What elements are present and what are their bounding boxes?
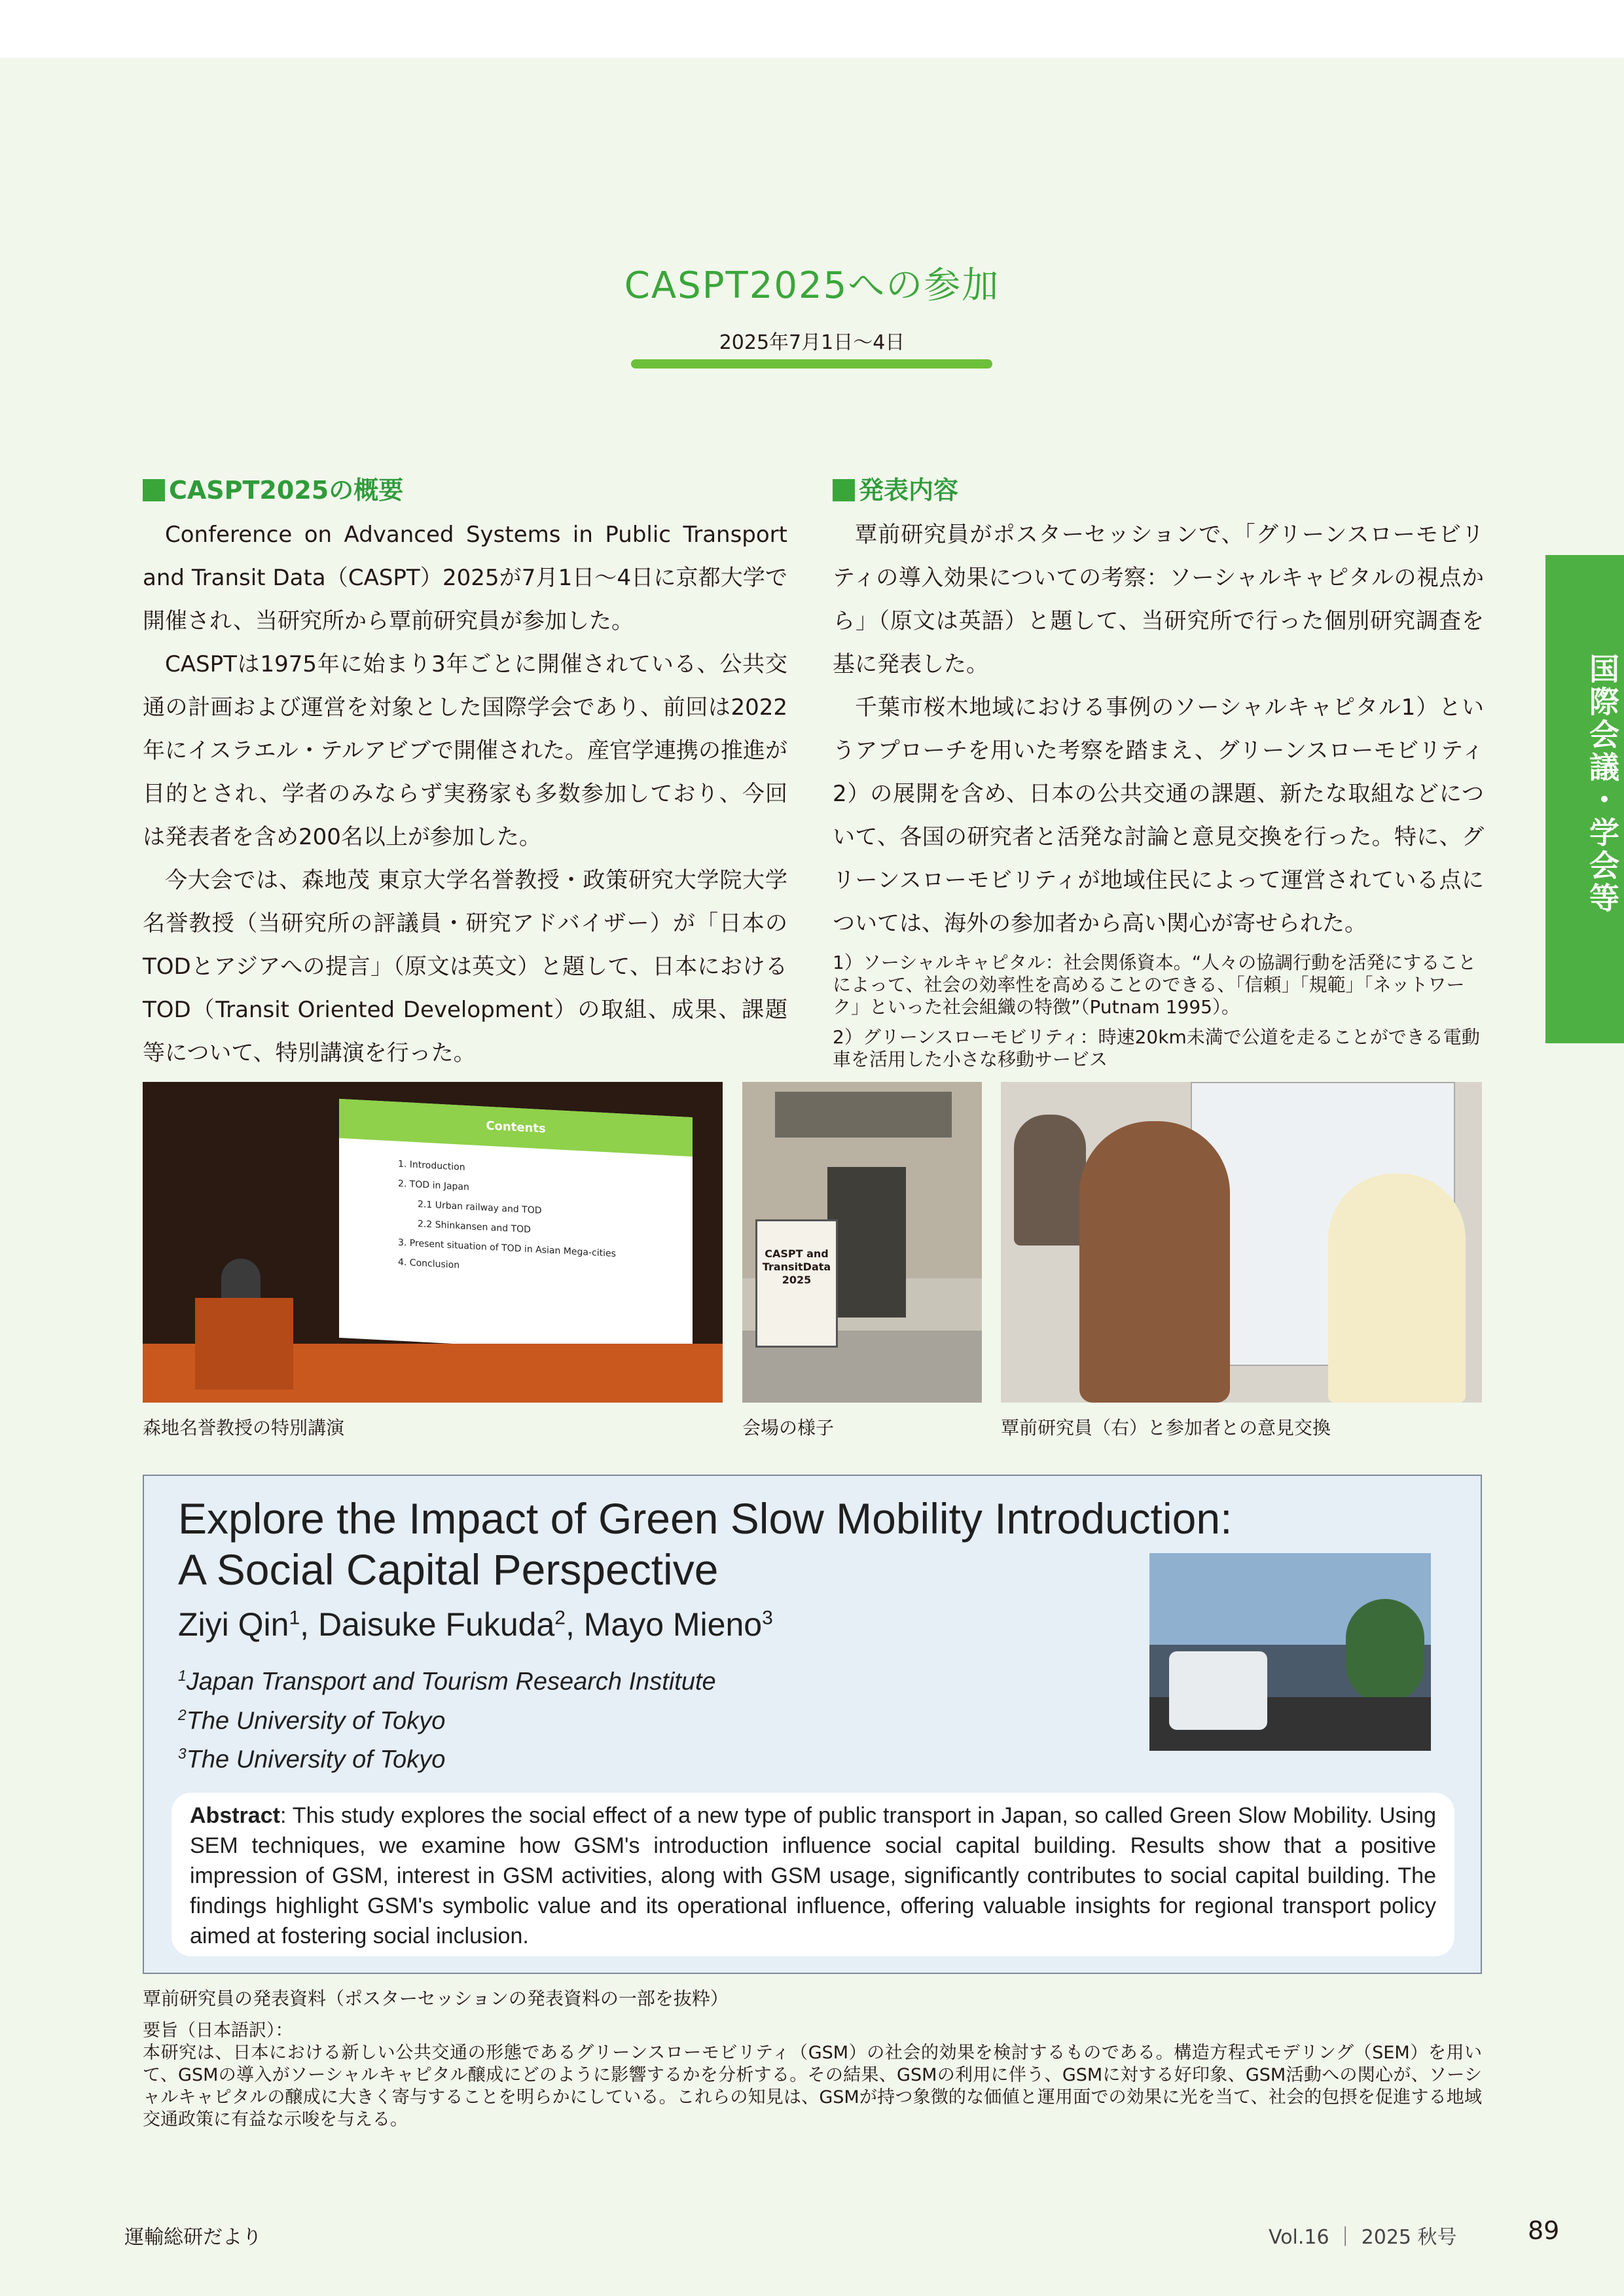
event-date: 2025年7月1日〜4日	[719, 331, 905, 354]
sign-text: CASPT and TransitData 2025	[762, 1247, 831, 1286]
gsm-vehicle-photo	[1149, 1553, 1431, 1751]
person-figure	[1328, 1174, 1466, 1403]
presentation-paragraph: 千葉市桜木地域における事例のソーシャルキャピタル1）というアプローチを用いた考察を踏まえ、グリーンスローモビリティ2）の展開を含め、日本の公共交通の課題、新たな取組などについて、各国の研究者と活発な討論と意見交換を行った。特に、グリーンスローモビリティが地域住民によって運営されている点については、海外の参加者から高い関心が寄せられた。	[833, 694, 1484, 937]
footnote: 1）ソーシャルキャピタル：社会関係資本。“人々の協調行動を活発にすることによって、社会の効率性を高めることのできる、「信頼」「規範」「ネットワーク」といった社会組織の特徴”（Putnam 1995）。	[833, 952, 1477, 1018]
gsm-cart	[1169, 1651, 1267, 1730]
overview-heading: CASPT2025の概要	[143, 473, 787, 508]
poster-title: Explore the Impact of Green Slow Mobility Introduction: A Social Capital Perspective	[178, 1494, 1233, 1594]
overview-column	[143, 473, 787, 1075]
poster-caption: 覃前研究員の発表資料（ポスターセッションの発表資料の一部を抜粋）	[143, 1988, 729, 2009]
footnote: 2）グリーンスローモビリティ：時速20km未満で公道を走ることができる電動車を活用した小さな移動サービス	[833, 1026, 1480, 1070]
slide-item: 2. TOD in Japan	[398, 1178, 469, 1193]
overview-paragraph: CASPTは1975年に始まり3年ごとに開催されている、公共交通の計画および運営を対象とした国際学会であり、前回は2022年にイスラエル・テルアビブで開催された。産官学連携の推進が目的とされ、学者のみならず実務家も多数参加しており、今回は発表者を含め200名以上が参加した。	[143, 651, 787, 850]
category-side-tab	[1545, 555, 1624, 1043]
slide-list	[398, 1155, 693, 1288]
slide-item: 1. Introduction	[398, 1158, 465, 1173]
poster-affiliations: $^1$Japan Transport and Tourism Research Institute $^2$The University of Tokyo $^3$The University of Tokyo	[178, 1667, 716, 1774]
slide-item: 4. Conclusion	[398, 1257, 460, 1271]
person-figure	[1079, 1121, 1230, 1403]
top-band	[0, 0, 1624, 58]
lecture-photo	[143, 1082, 723, 1403]
conference-sign	[755, 1219, 838, 1348]
projector-screen	[339, 1099, 693, 1356]
page-number: 89	[1528, 2216, 1560, 2245]
poster-authors: Ziyi Qin$^1$, Daisuke Fukuda$^2$, Mayo Mieno$^3$	[178, 1606, 773, 1643]
relief-panel	[775, 1092, 952, 1138]
presentation-column	[833, 473, 1484, 1079]
presentation-heading: 発表内容	[833, 473, 1484, 508]
podium	[195, 1298, 293, 1390]
date-underline	[631, 359, 992, 368]
slide-title: Contents	[339, 1099, 693, 1157]
slide-item: 2.1 Urban railway and TOD	[418, 1199, 542, 1217]
exchange-photo	[1001, 1082, 1482, 1403]
slide-item: 3. Present situation of TOD in Asian Mega-cities	[398, 1237, 616, 1260]
side-tab-label: 国際会議・学会等	[1585, 653, 1620, 915]
lecture-caption: 森地名誉教授の特別講演	[143, 1417, 345, 1439]
tree	[1346, 1599, 1424, 1704]
publication-name: 運輸総研だより	[124, 2226, 262, 2249]
page-title: CASPT2025への参加	[624, 264, 1000, 307]
issue-label: Vol.16 ｜ 2025 秋号	[1269, 2226, 1457, 2249]
slide-item: 2.2 Shinkansen and TOD	[418, 1219, 531, 1236]
presentation-paragraph: 覃前研究員がポスターセッションで、「グリーンスローモビリティの導入効果についての考察：ソーシャルキャピタルの視点から」（原文は英語）と題して、当研究所で行った個別研究調査を基に発表した。	[833, 522, 1484, 677]
venue-caption: 会場の様子	[742, 1417, 835, 1439]
square-bullet-icon	[143, 479, 165, 501]
entrance-door	[827, 1167, 906, 1318]
exchange-caption: 覃前研究員（右）と参加者との意見交換	[1001, 1417, 1331, 1439]
venue-photo	[742, 1082, 982, 1403]
poster-abstract: Abstract: This study explores the social effect of a new type of public transport in Japan, so called Green Slow Mobility. Using SEM techniques, we examine how GSM's introduction influence social capital building. Results show that a positive impression of GSM, interest in GSM activities, along with GSM usage, significantly contributes to social capital building. The findings highlight GSM's symbolic value and its operational influence, offering valuable insights for regional transport policy aimed at fostering social inclusion.	[171, 1793, 1454, 1956]
person-figure	[1014, 1115, 1086, 1246]
overview-paragraph: Conference on Advanced Systems in Public Transport and Transit Data（CASPT）2025が7月1日〜4日に京都大学で開催され、当研究所から覃前研究員が参加した。	[143, 522, 787, 634]
square-bullet-icon	[833, 479, 855, 501]
poster-excerpt	[143, 1475, 1482, 1974]
summary-text: 本研究は、日本における新しい公共交通の形態であるグリーンスローモビリティ（GSM）の社会的効果を検討するものである。構造方程式モデリング（SEM）を用いて、GSMの導入がソーシャルキャピタル醸成にどのように影響するかを分析する。その結果、GSMの利用に伴う、GSMに対する好印象、GSM活動への関心が、ソーシャルキャピタルの醸成に大きく寄与することを明らかにしている。これらの知見は、GSMが持つ象徴的な価値と運用面での効果に光を当て、社会的包摂を促進する地域交通政策に有益な示唆を与える。	[143, 2043, 1482, 2130]
japanese-summary	[143, 2020, 1482, 2131]
footnotes	[833, 952, 1484, 1071]
overview-paragraph: 今大会では、森地茂 東京大学名誉教授・政策研究大学院大学名誉教授（当研究所の評議員・研究アドバイザー）が「日本のTODとアジアへの提言」（原文は英文）と題して、日本におけるTOD（Transit Oriented Development）の取組、成果、課題等について、特別講演を行った。	[143, 867, 787, 1066]
summary-heading: 要旨（日本語訳）：	[143, 2020, 293, 2041]
